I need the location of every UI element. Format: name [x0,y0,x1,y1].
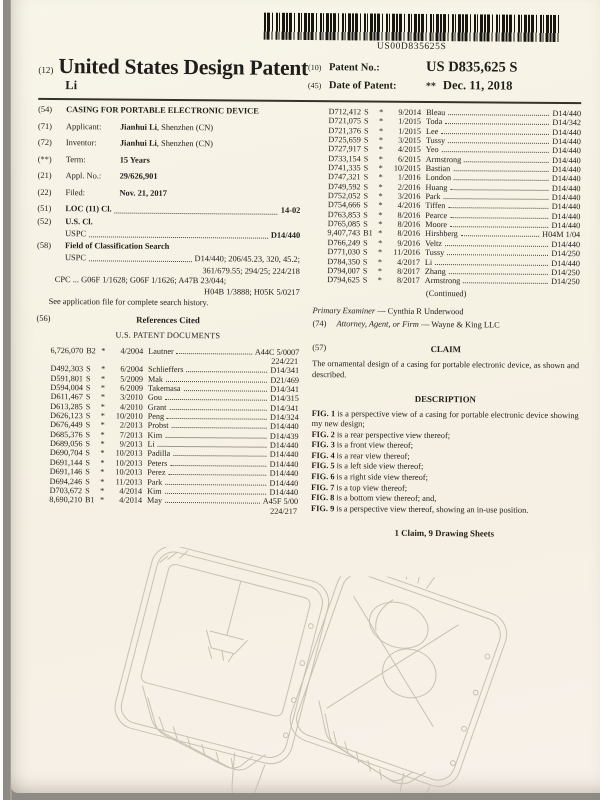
table-row: D754,666 S * 4/2016 Tiffen D14/440 [327,200,581,212]
field-applicant: (71) Applicant: Jianhui Li, Shenzhen (CN) [37,121,214,132]
claim-heading: (57) CLAIM [312,343,461,355]
table-row: D733,154 S * 6/2015 Armstrong D14/440 [328,153,581,165]
references-table-right [313,107,581,287]
table-row: D611,467 S * 3/2010 Gou D14/315 [50,392,299,404]
figure-description-line: FIG. 8 is a bottom view thereof; and, [311,493,437,504]
us-patent-docs-heading: U.S. PATENT DOCUMENTS [115,330,221,341]
field-filed: (22) Filed: Nov. 21, 2017 [37,187,167,198]
patent-date: ** Dec. 11, 2018 [425,78,513,93]
figure-2-drawing [285,576,532,793]
figure-description-line: FIG. 1 is a perspective view of a casing for portable electronic device showing my new design; [311,408,579,429]
field-appl-no: (21) Appl. No.: 29/626,901 [37,171,158,182]
patent-date-label: (45) Date of Patent: [307,80,397,92]
inventor-surname: Li [65,78,78,93]
table-row: D763,853 S * 8/2016 Pearce D14/440 [327,209,581,221]
figure-description-line: FIG. 2 is a rear perspective view thereof; [311,429,451,440]
table-row: D613,285 S * 4/2010 Grant D14/341 [50,401,299,413]
table-row: D712,412 S * 9/2014 Bleau D14/440 [328,107,582,119]
field-inventor: (72) Inventor: Jianhui Li, Shenzhen (CN) [37,138,213,149]
field-loc: (51) LOC (11) Cl. 14-02 [37,204,301,216]
patent-no-label: (10) Patent No.: [308,62,380,74]
table-row: D765,085 S * 8/2016 Moore D14/440 [327,219,581,231]
patent-header [38,54,581,97]
figure-description-line: FIG. 6 is a right side view thereof; [311,472,428,483]
patent-number: US D835,625 S [426,58,518,76]
table-row: D676,449 S * 2/2013 Probst D14/440 [50,420,299,432]
description-heading: DESCRIPTION [414,393,476,404]
table-row: D725,659 S * 3/2015 Tussy D14/440 [328,135,581,147]
claim-text: The ornamental design of a casing for portable electronic device, as shown and described. [312,359,580,380]
field-search-cpc: CPC ... G06F 1/1628; G06F 1/1626; A47B 23/044; [54,275,227,286]
table-row: D747,321 S * 1/2016 London D14/440 [328,172,581,184]
page-content [11,0,600,793]
patent-page [11,0,600,793]
table-row: 9,407,743 B1 * 8/2016 Hirshberg H04M 1/04 [327,228,581,240]
claims-sheets-note: 1 Claim, 9 Drawing Sheets [394,528,495,539]
table-row: D784,350 S * 4/2017 Li D14/440 [327,256,580,268]
barcode [264,13,560,42]
table-row: D626,123 S * 10/2010 Peng D14/324 [50,411,299,423]
header-left [38,54,308,95]
table-row: D721,376 S * 1/2015 Lee D14/440 [328,125,582,137]
page-title: United States Design Patent [58,54,309,81]
figure-description-line: FIG. 4 is a rear view thereof; [311,450,410,461]
table-row: D492,303 S * 6/2004 Schlieffers D14/341 [50,364,300,376]
table-row: D794,007 S * 8/2017 Zhang D14/250 [327,266,580,278]
kind-code: (12) [38,64,54,76]
table-row: D703,672 S * 4/2014 Kim D14/440 [49,485,299,497]
header-right [308,56,582,97]
table-row: D689,056 S * 9/2013 Li D14/440 [49,439,299,451]
table-row: D690,704 S * 10/2013 Padilla D14/440 [49,448,299,460]
table-row: D721,075 S * 1/2015 Toda D14/342 [328,116,582,128]
figure-description-line: FIG. 5 is a left side view thereof; [311,461,424,472]
primary-examiner: Primary Examiner — Cynthia R Underwood [312,306,464,317]
table-row: D691,146 S * 10/2013 Perez D14/440 [49,467,299,479]
table-row: D741,335 S * 10/2015 Bastian D14/440 [328,163,581,175]
table-row: D749,592 S * 2/2016 Huang D14/440 [327,181,581,193]
field-term: (**) Term: 15 Years [37,154,150,165]
field-search-uspc2: 361/679.55; 294/25; 224/218 [202,266,300,276]
references-table-left [35,346,299,516]
table-row: D771,030 S * 11/2016 Tussy D14/250 [327,247,581,259]
attorney-firm: (74) Attorney, Agent, or Firm — Wayne & King LLC [312,318,500,330]
left-column [35,105,301,538]
table-row: D794,625 S * 8/2017 Armstrong D14/250 [327,275,580,287]
field-search-cpc2: H04B 1/3888; H05K 5/0217 [204,287,300,297]
field-uscl: (52) U.S. Cl. [37,216,93,226]
field-search-uspc: USPC D14/440; 206/45.23, 320, 45.2; [64,252,300,264]
table-row: D766,249 S * 9/2016 Veltz D14/440 [327,237,581,249]
table-row: D594,004 S * 6/2009 Takemasa D14/341 [50,383,299,395]
continued-note: (Continued) [425,288,467,298]
barcode-block [256,13,568,53]
table-row: 8,690,210 B1 * 4/2014 May A45F 5/00 224/217 [49,495,299,516]
figure-description-line: FIG. 7 is a top view thereof; [311,482,408,493]
references-heading: (56) References Cited [36,314,200,326]
right-column [311,107,581,541]
figure-descriptions [311,409,579,517]
field-uscl-uspc: USPC D14/440 [65,228,301,240]
table-row: D691,144 S * 10/2013 Peters D14/440 [49,457,299,469]
field-title: (54) CASING FOR PORTABLE ELECTRONIC DEVICE [38,104,259,116]
two-column-body [35,105,581,541]
table-row: D694,246 S * 11/2013 Park D14/440 [49,476,299,488]
table-row: D591,801 S * 5/2009 Mak D21/469 [50,373,300,385]
figure-description-line: FIG. 3 is a front view thereof; [311,440,414,451]
table-row: D685,376 S * 7/2013 Kim D14/439 [50,429,299,441]
field-search-note: See application file for complete search history. [48,296,209,307]
table-row: D727,917 S * 4/2015 Yeo D14/440 [328,144,581,156]
table-row: D752,052 S * 3/2016 Park D14/440 [327,191,581,203]
field-search: (58) Field of Classification Search [37,240,170,251]
barcode-caption: US00D835625S [376,41,447,53]
table-row: 6,726,070 B2 * 4/2004 Lautner A44C 5/0007 224/221 [50,345,300,367]
figure-description-line: FIG. 9 is a perspective view thereof, showing an in-use position. [310,503,529,515]
header-rule [38,98,581,104]
